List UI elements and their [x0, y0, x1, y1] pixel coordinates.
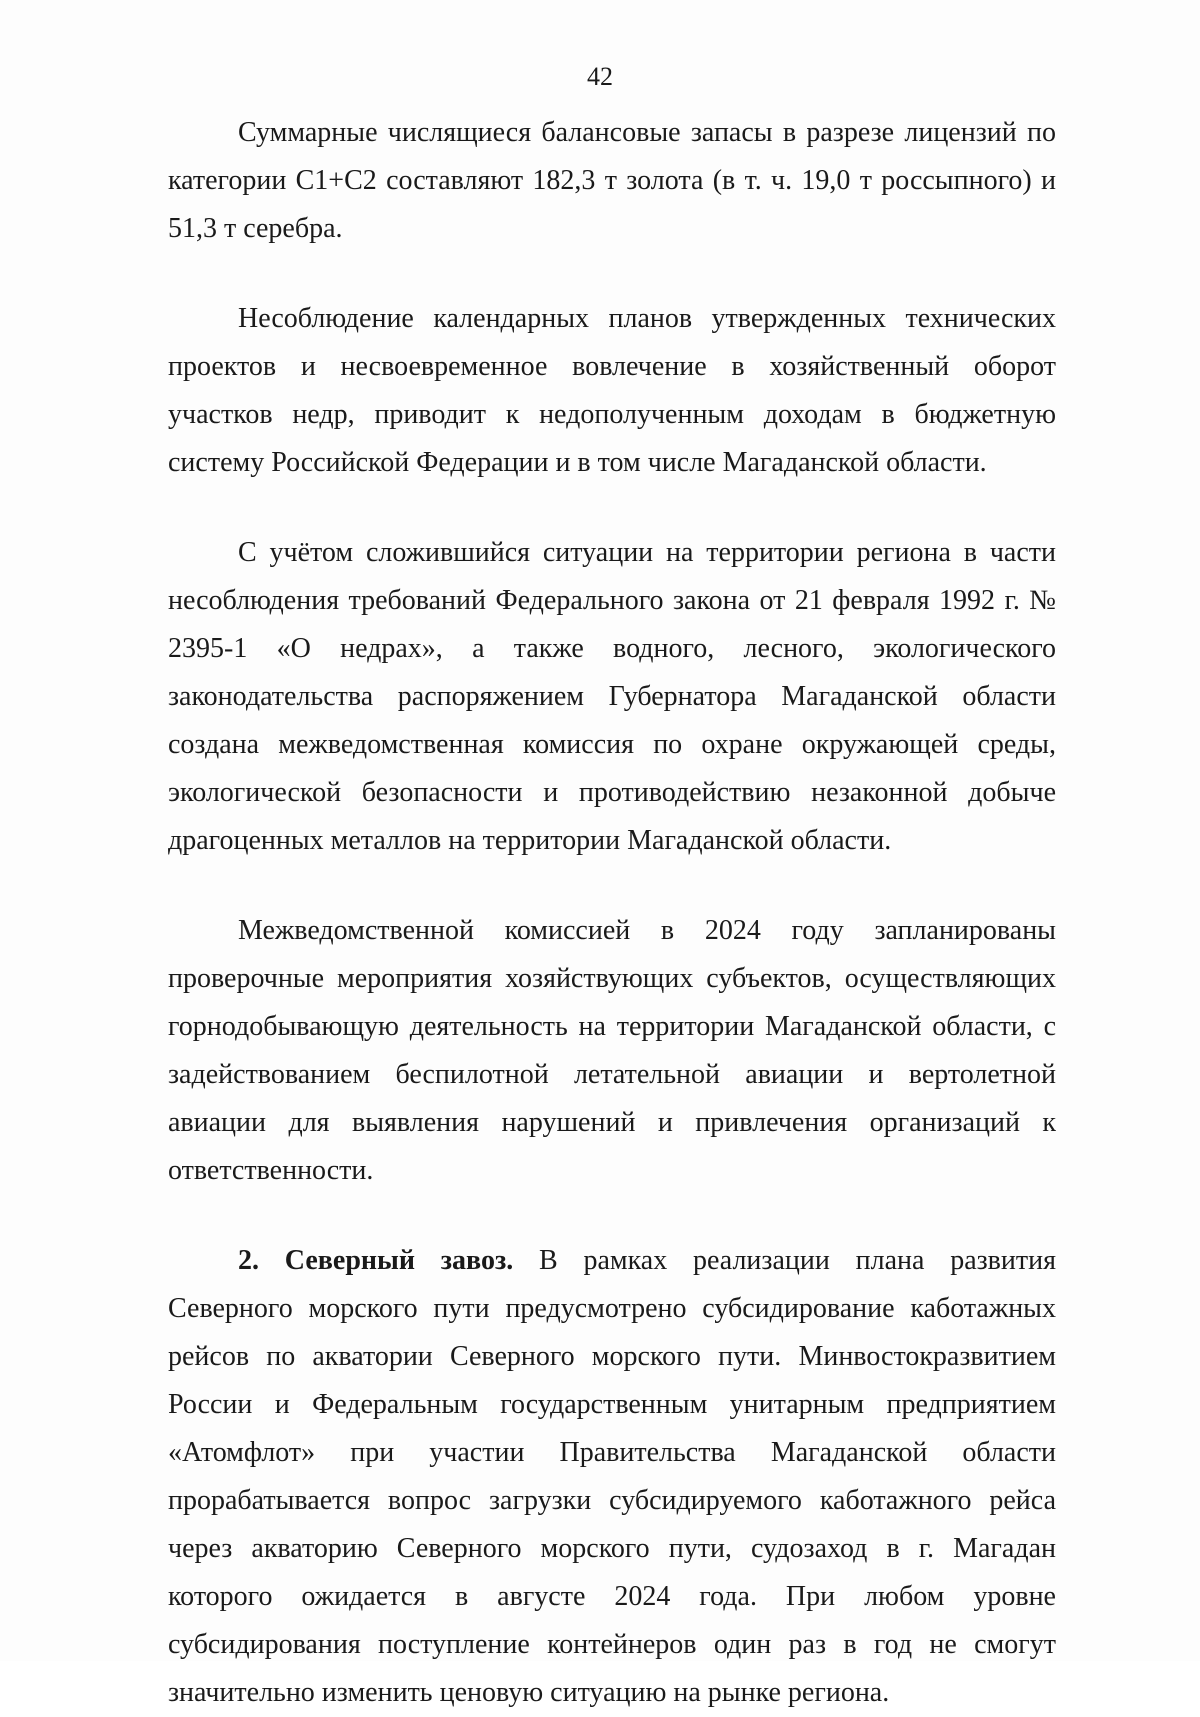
paragraph-inspections: Межведомственной комиссией в 2024 году запланированы проверочные мероприятия хозяйствующих субъектов, осуществляющих горнодобывающую деятельность на территории Магаданской области, с задействованием беспилотной летательной авиации и вертолетной авиации для выявления нарушений и привлечения организаций к ответственности. [168, 915, 1056, 1186]
section-heading: 2. Северный завоз. [238, 1245, 514, 1276]
paragraph-reserves: Суммарные числящиеся балансовые запасы в разрезе лицензий по категории С1+С2 составляют 182,3 т золота (в т. ч. 19,0 т россыпного) и 51,3 т серебра. [168, 117, 1056, 244]
paragraph-commission-created: С учётом сложившийся ситуации на территории региона в части несоблюдения требований Федерального закона от 21 февраля 1992 г. № 2395-1 «О недрах», а также водного, лесного, экологического законодательства распоряжением Губернатора Магаданской области создана межведомственная комиссия по охране окружающей среды, экологической безопасности и противодействию незаконной добыче драгоценных металлов на территории Магаданской области. [168, 537, 1056, 856]
paragraph-noncompliance: Несоблюдение календарных планов утвержденных технических проектов и несвоевременное вовлечение в хозяйственный оборот участков недр, приводит к недополученным доходам в бюджетную систему Российской Федерации и в том числе Магаданской области. [168, 303, 1056, 478]
document-body [168, 109, 1056, 1717]
page-number: 42 [587, 62, 613, 91]
section-text: В рамках реализации плана развития Северного морского пути предусмотрено субсидирование каботажных рейсов по акватории Северного морского пути. Минвостокразвитием России и Федеральным государственным унитарным предприятием «Атомфлот» при участии Правительства Магаданской области прорабатывается вопрос загрузки субсидируемого каботажного рейса через акваторию Северного морского пути, судозаход в г. Магадан которого ожидается в августе 2024 года. При любом уровне субсидирования поступление контейнеров один раз в год не смогут значительно изменить ценовую ситуацию на рынке региона. [168, 1245, 1056, 1708]
paragraph-northern-delivery [168, 1237, 1056, 1717]
